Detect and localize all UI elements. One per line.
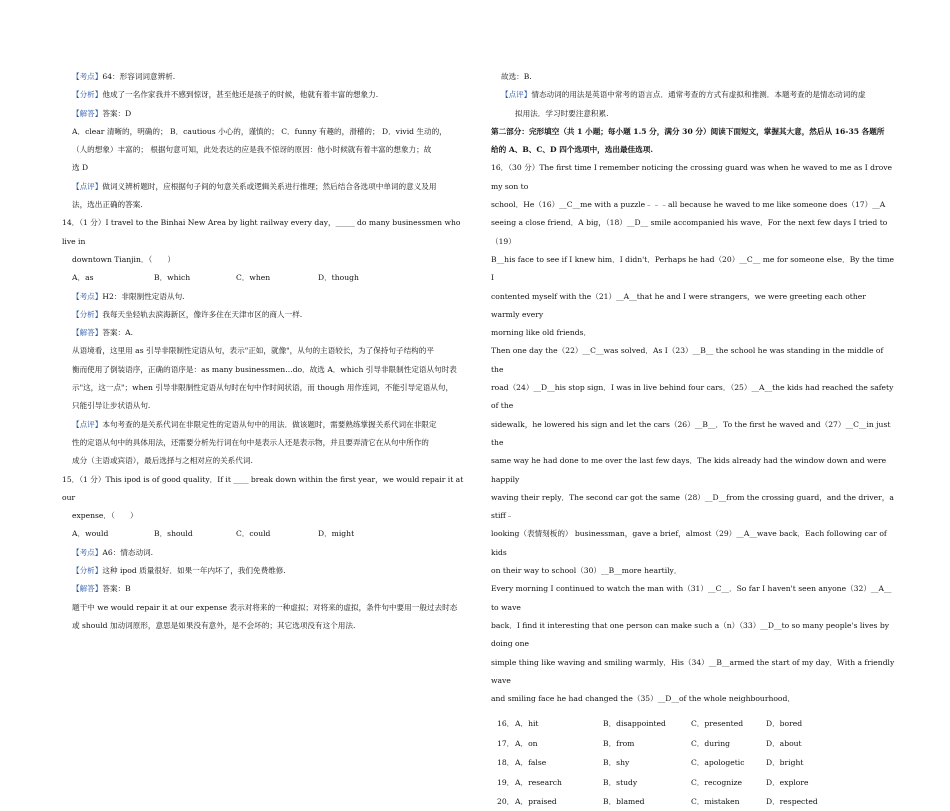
option-b: B．disappointed xyxy=(603,719,666,729)
q15-explanation-2: 或 should 加动词原形，意思是如果没有意外，是不会坏的；其它选项没有这个用法. xyxy=(72,620,356,630)
q15-option-c: C．could xyxy=(236,529,271,539)
q14-fenxi: 【分析】我每天坐轻轨去滨海新区，像许多住在天津市区的商人一样. xyxy=(72,309,303,319)
section-heading-2: 给的 A、B、C、D 四个选项中，选出最佳选项. xyxy=(491,145,653,155)
option-a: A．on xyxy=(515,738,538,748)
section-tag: 【点评】 xyxy=(72,181,103,191)
passage-line: simple thing like waving and smiling warmly．His（34）__B__armed the start of my day．With a friendly wave xyxy=(491,657,895,685)
q13-kaodian: 【考点】64：形容词词意辨析. xyxy=(72,72,176,81)
q15-option-b: B．should xyxy=(154,529,193,539)
cloze-options xyxy=(491,714,895,811)
option-b: B．shy xyxy=(603,758,630,768)
q14-explanation-2: 衡而使用了倒装语序，正确的语序是：as many businessmen…do．故选 A．which 引导非限制性定语从句时表 xyxy=(72,364,457,374)
option-a: A．hit xyxy=(515,719,539,729)
q15-stem-1: 15．（1 分）This ipod is of good quality．If it ____ break down within the first year，we would repair it at our xyxy=(62,474,464,502)
q15-option-d: D．might xyxy=(318,529,355,539)
q14-dianping-2: 性的定语从句中的具体用法，还需要分析先行词在句中是表示人还是表示物，并且要弄清它在从句中所作的 xyxy=(72,437,429,447)
cloze-passage xyxy=(491,159,895,708)
section-heading-1: 第二部分：完形填空（共 1 小题；每小题 1.5 分，满分 30 分）阅读下面短文，掌握其大意，然后从 16-35 各题所 xyxy=(491,126,885,136)
option-b: B．blamed xyxy=(603,796,645,806)
option-c: C．recognize xyxy=(691,777,743,787)
option-b: B．study xyxy=(603,777,638,787)
q14-stem-2: downtown Tianjin．（ ） xyxy=(72,254,176,264)
question-number: 19． xyxy=(497,777,515,787)
q14-dianping-3: 成分（主语或宾语），最后选择与之相对应的关系代词. xyxy=(72,456,253,466)
q15-jieda: 【解答】答案：B xyxy=(72,584,131,594)
option-a: A．research xyxy=(515,777,562,787)
right-column xyxy=(491,68,895,811)
option-row xyxy=(497,734,895,753)
q13-explanation-3: 选 D xyxy=(72,163,89,173)
passage-line: back．I find it interesting that one person can make such a（n）（33）__D__to so many people's lives by doing one xyxy=(491,620,890,649)
passage-line: waving their reply．The second car got the same（28）__D__from the crossing guard，and the driver，a stiff﹣ xyxy=(491,492,894,521)
option-d: D．respected xyxy=(766,796,818,806)
section-tag: 【分析】 xyxy=(72,90,103,100)
option-row xyxy=(497,714,895,733)
q15-stem-2: expense．（ ） xyxy=(72,511,138,521)
option-c: C．mistaken xyxy=(691,796,740,806)
question-number: 20． xyxy=(497,796,515,806)
q13-dianping-2: 法，选出正确的答案. xyxy=(72,200,143,210)
option-d: D．bored xyxy=(766,719,803,729)
section-tag: 【点评】 xyxy=(72,419,103,429)
question-number: 18． xyxy=(497,758,515,768)
q14-explanation-3: 示"这，这一点"；when 引导非限制性定语从句时在句中作时间状语，而 though 用作连词，不能引导定语从句， xyxy=(72,383,454,393)
option-row xyxy=(497,773,895,792)
question-number: 17． xyxy=(497,738,515,748)
passage-line: Every morning I continued to watch the man with（31）__C__．So far I haven't seen anyone（32）__A__ to wave xyxy=(491,584,892,612)
section-tag: 【考点】 xyxy=(72,547,103,557)
option-c: C．apologetic xyxy=(691,758,745,768)
section-tag: 【考点】 xyxy=(72,291,103,301)
q14-option-c: C．when xyxy=(236,273,271,283)
section-tag: 【分析】 xyxy=(72,566,103,576)
passage-line: 16．（30 分）The first time I remember noticing the crossing guard was when he waved to me as I drove my son to xyxy=(491,163,892,191)
q14-dianping-1: 【点评】本句考查的是关系代词在非限定性的定语从句中的用法．做该题时，需要熟练掌握关系代词在非限定 xyxy=(72,419,437,429)
option-row xyxy=(497,753,895,772)
option-row xyxy=(497,792,895,811)
option-c: C．during xyxy=(691,738,730,748)
q15-options xyxy=(62,525,472,543)
passage-line: and smiling face he had changed the（35）__D__of the whole neighbourhood． xyxy=(491,694,795,704)
q15-option-a: A．would xyxy=(72,529,109,539)
q15-fenxi: 【分析】这种 ipod 质量很好．如果一年内坏了，我们免费维修. xyxy=(72,566,286,576)
q15-dianping-2: 拟用法．学习时要注意积累. xyxy=(515,108,609,118)
option-c: C．presented xyxy=(691,719,744,729)
option-a: A．praised xyxy=(515,796,557,806)
option-a: A．false xyxy=(515,758,547,768)
q14-kaodian: 【考点】H2：非限制性定语从句. xyxy=(72,291,185,301)
q14-stem-1: 14．（1 分）I travel to the Binhai New Area by light railway every day，_____ do many businessmen who live in xyxy=(62,218,461,246)
q13-explanation-2: （人的想象）丰富的； 根据句意可知，此处表达的应是我不惊讶的原因：他小时候就有着丰富的想象力；故 xyxy=(72,145,432,155)
q14-options xyxy=(62,269,472,287)
passage-line: seeing a close friend．A big，（18）__D__ smile accompanied his wave．For the next few days I tried to（19） xyxy=(491,218,888,246)
option-d: D．bright xyxy=(766,758,804,768)
passage-line: contented myself with the（21）__A__that he and I were strangers，we were greeting each other warmly every xyxy=(491,291,866,319)
q14-jieda: 【解答】答案：A. xyxy=(72,328,134,338)
passage-line: sidewalk，he lowered his sign and let the cars（26）__B__．To the first he waved and（27）__C__in just the xyxy=(491,419,891,447)
section-tag: 【分析】 xyxy=(72,309,103,319)
passage-line: morning like old friends． xyxy=(491,328,592,338)
section-tag: 【解答】 xyxy=(72,328,103,338)
q15-explanation-1: 题干中 we would repair it at our expense 表示对将来的一种虚拟；对将来的虚拟，条件句中要用一般过去时态 xyxy=(72,602,458,612)
left-column xyxy=(62,68,472,635)
option-d: D．about xyxy=(766,738,802,748)
passage-line: looking（表情刻板的） businessman，gave a brief，almost（29）__A__wave back．Each following car of kids xyxy=(491,529,887,557)
q14-explanation-1: 从语境看，这里用 as 引导非限制性定语从句，表示"正如，就像"，从句的主语较长，为了保持句子结构的平 xyxy=(72,346,434,356)
passage-line: on their way to school（30）__B__more heartily． xyxy=(491,566,682,576)
q15-kaodian: 【考点】A6：情态动词. xyxy=(72,547,154,557)
passage-line: B__his face to see if I knew him．I didn't．Perhaps he had（20）__C__ me for someone else．By the time I xyxy=(491,254,895,283)
q13-fenxi: 【分析】他成了一名作家我并不感到惊讶，甚至他还是孩子的时候，他就有着丰富的想象力. xyxy=(72,90,379,100)
q14-option-a: A．as xyxy=(72,273,94,283)
option-b: B．from xyxy=(603,738,635,748)
section-tag: 【解答】 xyxy=(72,584,103,594)
q14-option-d: D．though xyxy=(318,273,359,283)
section-tag: 【考点】 xyxy=(72,72,103,81)
q14-option-b: B．which xyxy=(154,273,191,283)
q13-explanation-1: A．clear 清晰的，明确的； B．cautious 小心的，谨慎的； C．funny 有趣的，滑稽的； D．vivid 生动的， xyxy=(72,126,447,136)
passage-line: road（24）__D__his stop sign．I was in live behind four cars．（25）__A__the kids had reached the safety of the xyxy=(491,383,894,411)
passage-line: same way he had done to me over the last few days．The kids already had the window down and were happily xyxy=(491,456,887,484)
question-number: 16． xyxy=(497,719,515,729)
q13-dianping-1: 【点评】做词义辨析题时，应根据句子间的句意关系或逻辑关系进行推理；然后结合各选项中单词的意义及用 xyxy=(72,181,437,191)
passage-line: school．He（16）__C__me with a puzzle﹣﹣﹣all because he waved to me like someone does（17）__A xyxy=(491,200,886,210)
q14-explanation-4: 只能引导让步状语从句. xyxy=(72,401,151,411)
section-tag: 【点评】 xyxy=(501,90,532,100)
q15-dianping-1: 【点评】情态动词的用法是英语中常考的语言点．通常考查的方式有虚拟和推测．本题考查的是情态动词的虚 xyxy=(501,90,866,100)
option-d: D．explore xyxy=(766,777,809,787)
passage-line: Then one day the（22）__C__was solved．As I（23）__B__ the school he was standing in the middle of the xyxy=(491,346,884,374)
q13-jieda: 【解答】答案：D xyxy=(72,108,132,118)
section-tag: 【解答】 xyxy=(72,108,103,118)
q15-conclusion: 故选：B. xyxy=(501,72,532,81)
